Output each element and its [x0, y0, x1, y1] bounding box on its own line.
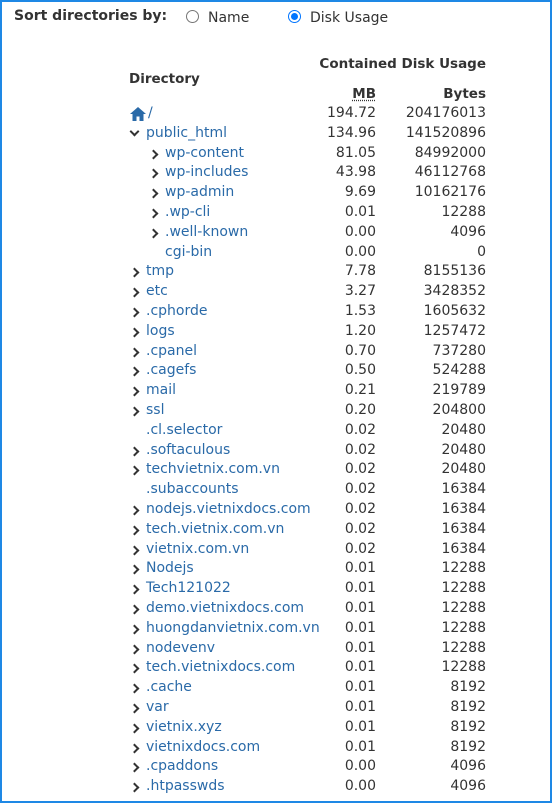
chevron-right-icon[interactable] — [129, 441, 146, 461]
directory-link[interactable]: vietnixdocs.com — [146, 738, 261, 755]
mb-value: 0.20 — [344, 401, 376, 418]
mb-value: 0.00 — [344, 778, 376, 795]
bytes-value: 3428352 — [423, 283, 486, 300]
table-row — [2, 243, 550, 263]
directory-name-cell — [129, 361, 196, 381]
sort-by-name-label[interactable]: Name — [208, 10, 250, 26]
home-icon[interactable] — [129, 106, 147, 122]
bytes-value: 1605632 — [423, 302, 486, 319]
table-row — [2, 658, 550, 678]
directory-name-cell — [129, 698, 169, 718]
table-row — [2, 559, 550, 579]
table-row — [2, 698, 550, 718]
table-row — [2, 203, 550, 223]
directory-name-cell — [129, 381, 176, 401]
bytes-value: 12288 — [441, 619, 486, 636]
directory-link[interactable]: Tech121022 — [146, 580, 231, 597]
mb-value: 194.72 — [327, 105, 376, 121]
directory-name-cell — [129, 421, 222, 441]
mb-value: 9.69 — [344, 184, 376, 201]
directory-name-cell — [129, 639, 215, 659]
header-contained-disk-usage: Contained Disk Usage — [319, 56, 486, 72]
chevron-right-icon[interactable] — [148, 144, 165, 164]
directory-link[interactable]: .subaccounts — [146, 481, 239, 498]
sort-bar — [2, 2, 550, 36]
directory-link[interactable]: wp-content — [165, 144, 244, 161]
mb-value: 43.98 — [335, 164, 376, 181]
bytes-value: 16384 — [441, 540, 486, 557]
mb-value: 0.50 — [344, 362, 376, 379]
table-row — [2, 183, 550, 203]
bytes-value: 12288 — [441, 639, 486, 656]
table-row — [2, 678, 550, 698]
directory-name-cell — [129, 124, 227, 144]
directory-link[interactable]: .cagefs — [146, 362, 197, 379]
bytes-value: 12288 — [441, 580, 486, 597]
directory-link[interactable]: logs — [146, 322, 175, 339]
mb-value: 0.01 — [344, 639, 376, 656]
bytes-value: 84992000 — [414, 144, 486, 161]
directory-name-cell — [148, 163, 248, 183]
bytes-value: 16384 — [441, 500, 486, 517]
mb-value: 3.27 — [344, 283, 376, 300]
mb-value: 0.01 — [344, 738, 376, 755]
directory-name-cell — [129, 738, 260, 758]
radio-circle[interactable] — [186, 10, 199, 23]
directory-link[interactable]: .softaculous — [146, 441, 231, 458]
table-row — [2, 381, 550, 401]
chevron-right-icon[interactable] — [129, 639, 146, 659]
directory-link[interactable]: public_html — [146, 124, 228, 141]
directory-link[interactable]: demo.vietnixdocs.com — [146, 599, 305, 616]
directory-link[interactable]: tmp — [146, 263, 175, 280]
directory-link[interactable]: nodejs.vietnixdocs.com — [146, 500, 311, 517]
mb-value: 0.02 — [344, 441, 376, 458]
bytes-value: 204800 — [432, 401, 486, 418]
chevron-right-icon[interactable] — [129, 579, 146, 599]
header-directory: Directory — [129, 71, 200, 87]
sort-by-disk-usage-radio[interactable] — [288, 10, 388, 26]
bytes-value: 12288 — [441, 560, 486, 577]
mb-value: 0.02 — [344, 481, 376, 498]
mb-value: 0.01 — [344, 203, 376, 220]
table-row — [2, 777, 550, 797]
mb-value: 0.02 — [344, 540, 376, 557]
table-row — [2, 738, 550, 758]
table-row — [2, 599, 550, 619]
mb-value: 0.01 — [344, 659, 376, 676]
chevron-right-icon[interactable] — [129, 361, 146, 381]
bytes-value: 4096 — [450, 778, 486, 795]
mb-value: 1.20 — [344, 322, 376, 339]
bytes-value: 8192 — [450, 698, 486, 715]
directory-link[interactable]: .well-known — [165, 223, 249, 240]
chevron-right-icon[interactable] — [148, 163, 165, 183]
directory-link[interactable]: ssl — [146, 401, 165, 418]
directory-link[interactable]: .wp-cli — [165, 203, 211, 220]
mb-value: 0.01 — [344, 718, 376, 735]
directory-list — [2, 104, 550, 797]
bytes-value: 8192 — [450, 718, 486, 735]
bytes-value: 8155136 — [423, 263, 486, 280]
mb-value: 0.02 — [344, 520, 376, 537]
sort-by-name-radio[interactable] — [186, 10, 249, 26]
directory-name-cell — [129, 599, 304, 619]
chevron-right-icon[interactable] — [148, 223, 165, 243]
bytes-value: 0 — [477, 243, 486, 260]
mb-value: 0.21 — [344, 382, 376, 399]
table-row — [2, 144, 550, 164]
chevron-right-icon[interactable] — [129, 619, 146, 639]
directory-link[interactable]: Nodejs — [146, 560, 194, 577]
chevron-right-icon[interactable] — [129, 520, 146, 540]
mb-value: 0.01 — [344, 679, 376, 696]
table-row — [2, 302, 550, 322]
chevron-right-icon[interactable] — [129, 262, 146, 282]
bytes-value: 737280 — [432, 342, 486, 359]
sort-by-disk-usage-label[interactable]: Disk Usage — [310, 10, 389, 26]
table-row — [2, 361, 550, 381]
directory-name-cell — [129, 500, 311, 520]
chevron-right-icon[interactable] — [129, 678, 146, 698]
mb-value: 0.02 — [344, 500, 376, 517]
table-row — [2, 421, 550, 441]
table-row — [2, 124, 550, 144]
sort-label: Sort directories by: — [14, 8, 168, 24]
bytes-value: 46112768 — [414, 164, 486, 181]
directory-name-cell — [129, 282, 168, 302]
bytes-value: 20480 — [441, 461, 486, 478]
table-row — [2, 718, 550, 738]
table-row — [2, 223, 550, 243]
directory-name-cell — [129, 262, 174, 282]
directory-link[interactable]: .htpasswds — [146, 778, 225, 795]
directory-name-cell — [129, 342, 197, 362]
mb-value: 1.53 — [344, 302, 376, 319]
bytes-value: 141520896 — [405, 124, 486, 141]
directory-link[interactable]: var — [146, 698, 169, 715]
directory-name-cell — [129, 619, 320, 639]
directory-link[interactable]: cgi-bin — [165, 243, 213, 260]
directory-name-cell — [148, 243, 212, 263]
table-row — [2, 163, 550, 183]
chevron-placeholder — [129, 480, 146, 500]
table-row — [2, 342, 550, 362]
chevron-right-icon[interactable] — [129, 381, 146, 401]
bytes-value: 204176013 — [405, 105, 486, 121]
chevron-right-icon[interactable] — [129, 777, 146, 797]
directory-link[interactable]: .cpanel — [146, 342, 197, 359]
table-row — [2, 441, 550, 461]
directory-link[interactable]: vietnix.com.vn — [146, 540, 250, 557]
bytes-value: 8192 — [450, 738, 486, 755]
mb-value: 0.01 — [344, 560, 376, 577]
bytes-value: 4096 — [450, 758, 486, 775]
directory-name-cell — [148, 223, 248, 243]
bytes-value: 524288 — [432, 362, 486, 379]
table-row — [2, 639, 550, 659]
directory-link[interactable]: tech.vietnixdocs.com — [146, 659, 296, 676]
directory-name-cell — [129, 540, 249, 560]
chevron-placeholder — [148, 243, 165, 263]
chevron-right-icon[interactable] — [129, 302, 146, 322]
directory-name-cell — [148, 144, 244, 164]
bytes-value: 12288 — [441, 599, 486, 616]
directory-link[interactable]: .cpaddons — [146, 758, 219, 775]
table-row — [2, 540, 550, 560]
mb-value: 0.00 — [344, 223, 376, 240]
chevron-right-icon[interactable] — [129, 738, 146, 758]
directory-name-cell — [148, 183, 234, 203]
chevron-right-icon[interactable] — [129, 599, 146, 619]
directory-name-cell — [148, 203, 210, 223]
directory-link[interactable]: wp-admin — [165, 184, 235, 201]
directory-link[interactable]: .cphorde — [146, 302, 208, 319]
chevron-right-icon[interactable] — [129, 342, 146, 362]
mb-value: 0.00 — [344, 243, 376, 260]
chevron-right-icon[interactable] — [129, 698, 146, 718]
chevron-right-icon[interactable] — [148, 203, 165, 223]
directory-name-cell — [129, 480, 239, 500]
directory-name-cell — [129, 441, 230, 461]
directory-name-cell — [129, 777, 225, 797]
mb-value: 0.00 — [344, 758, 376, 775]
table-row — [2, 322, 550, 342]
mb-value: 0.01 — [344, 580, 376, 597]
mb-value: 81.05 — [335, 144, 376, 161]
chevron-right-icon[interactable] — [129, 540, 146, 560]
chevron-right-icon[interactable] — [129, 559, 146, 579]
table-row — [2, 262, 550, 282]
directory-link[interactable]: wp-includes — [165, 164, 249, 181]
table-row — [2, 500, 550, 520]
mb-value: 0.01 — [344, 698, 376, 715]
chevron-right-icon[interactable] — [129, 401, 146, 421]
directory-link[interactable]: huongdanvietnix.com.vn — [146, 619, 320, 636]
header-mb: MB — [352, 86, 376, 102]
table-row — [2, 282, 550, 302]
mb-value: 0.02 — [344, 461, 376, 478]
mb-value: 7.78 — [344, 263, 376, 280]
mb-value: 0.01 — [344, 599, 376, 616]
bytes-value: 10162176 — [414, 184, 486, 201]
directory-link[interactable]: etc — [146, 283, 168, 300]
bytes-value: 4096 — [450, 223, 486, 240]
table-row — [2, 104, 550, 124]
directory-name-cell — [129, 658, 295, 678]
radio-circle-checked[interactable] — [288, 10, 301, 23]
table-row — [2, 460, 550, 480]
directory-name-cell — [129, 579, 231, 599]
table-row — [2, 757, 550, 777]
chevron-right-icon[interactable] — [148, 183, 165, 203]
directory-name-cell — [129, 460, 280, 480]
directory-name-cell — [129, 559, 194, 579]
bytes-value: 16384 — [441, 481, 486, 498]
directory-link[interactable]: mail — [146, 382, 176, 399]
directory-name-cell — [129, 520, 284, 540]
bytes-value: 20480 — [441, 441, 486, 458]
chevron-placeholder — [129, 421, 146, 441]
directory-link[interactable]: nodevenv — [146, 639, 215, 656]
bytes-value: 8192 — [450, 679, 486, 696]
directory-name-cell — [129, 757, 218, 777]
mb-value: 0.70 — [344, 342, 376, 359]
chevron-right-icon[interactable] — [129, 658, 146, 678]
bytes-value: 219789 — [432, 382, 486, 399]
directory-link[interactable]: .cl.selector — [146, 421, 223, 438]
bytes-value: 1257472 — [423, 322, 486, 339]
directory-name-cell — [129, 678, 192, 698]
chevron-right-icon[interactable] — [129, 718, 146, 738]
chevron-down-icon[interactable] — [129, 124, 146, 144]
chevron-right-icon[interactable] — [129, 282, 146, 302]
table-row — [2, 480, 550, 500]
directory-name-cell — [129, 718, 222, 738]
directory-name-cell — [129, 401, 164, 421]
table-row — [2, 619, 550, 639]
directory-name-cell — [129, 322, 175, 342]
table-row — [2, 579, 550, 599]
bytes-value: 12288 — [441, 659, 486, 676]
mb-value: 0.01 — [344, 619, 376, 636]
chevron-right-icon[interactable] — [129, 322, 146, 342]
mb-value: 0.02 — [344, 421, 376, 438]
chevron-right-icon[interactable] — [129, 460, 146, 480]
table-row — [2, 520, 550, 540]
directory-name-cell — [129, 104, 153, 124]
directory-link[interactable]: vietnix.xyz — [146, 718, 222, 735]
bytes-value: 16384 — [441, 520, 486, 537]
directory-link[interactable]: tech.vietnix.com.vn — [146, 520, 285, 537]
table-row — [2, 401, 550, 421]
bytes-value: 12288 — [441, 203, 486, 220]
chevron-right-icon[interactable] — [129, 500, 146, 520]
directory-name-cell — [129, 302, 207, 322]
header-bytes: Bytes — [443, 86, 486, 102]
directory-link[interactable]: techvietnix.com.vn — [146, 461, 280, 478]
chevron-right-icon[interactable] — [129, 757, 146, 777]
mb-value: 134.96 — [327, 124, 376, 141]
directory-link[interactable]: / — [148, 105, 153, 121]
directory-link[interactable]: .cache — [146, 679, 192, 696]
bytes-value: 20480 — [441, 421, 486, 438]
